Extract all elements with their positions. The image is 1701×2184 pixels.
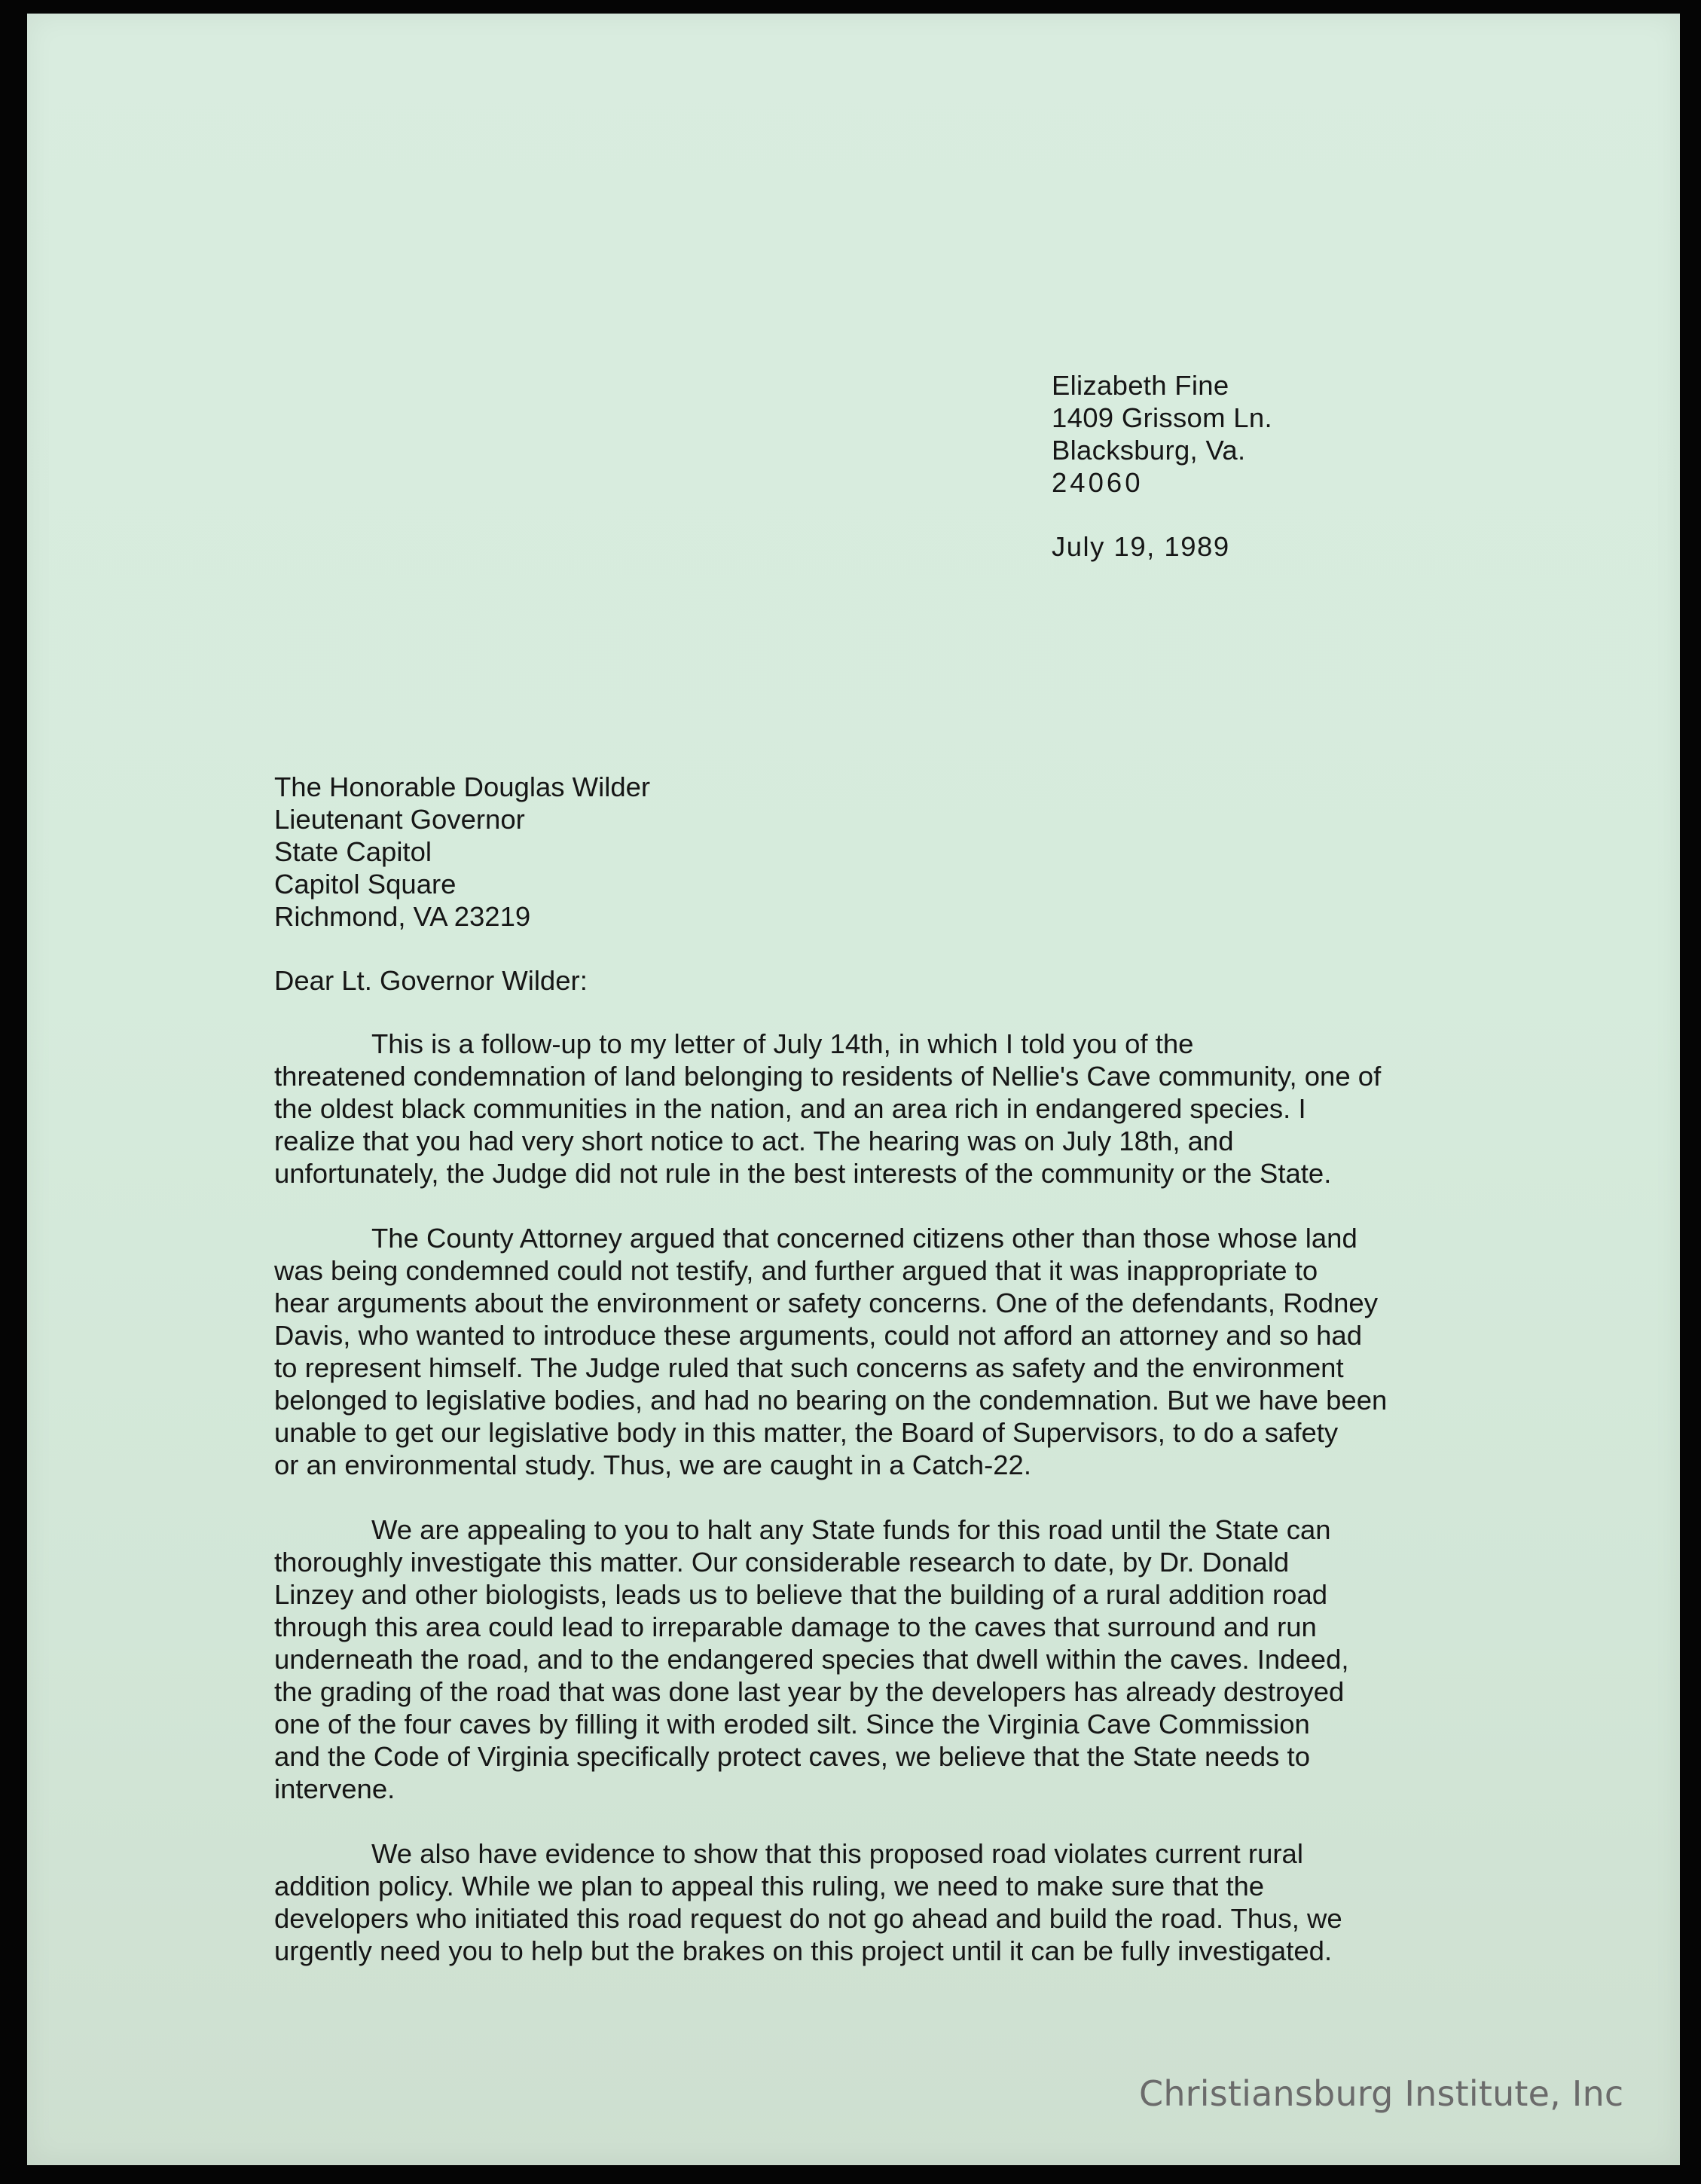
paragraph-line: This is a follow-up to my letter of July 14th, in which I told you of the [371, 1028, 1194, 1059]
watermark: Christiansburg Institute, Inc [1139, 2073, 1624, 2114]
paragraph-line: unfortunately, the Judge did not rule in the best interests of the community or the State. [274, 1158, 1332, 1189]
paragraph-line: was being condemned could not testify, and further argued that it was inappropriate to [274, 1255, 1318, 1286]
sender-address [1052, 369, 1272, 499]
paragraph-line: developers who initiated this road request do not go ahead and build the road. Thus, we [274, 1903, 1342, 1934]
paragraph-line: and the Code of Virginia specifically protect caves, we believe that the State needs to [274, 1741, 1310, 1772]
paragraph-line: belonged to legislative bodies, and had no bearing on the condemnation. But we have been [274, 1385, 1388, 1416]
paragraph-line: Linzey and other biologists, leads us to believe that the building of a rural addition road [274, 1579, 1328, 1610]
paragraph-line: unable to get our legislative body in this matter, the Board of Supervisors, to do a safety [274, 1417, 1339, 1448]
paragraph-1 [274, 1028, 1480, 1190]
paragraph-line: to represent himself. The Judge ruled that such concerns as safety and the environment [274, 1352, 1344, 1383]
recipient-address [274, 771, 650, 933]
paragraph-line: the oldest black communities in the nation, and an area rich in endangered species. I [274, 1093, 1306, 1124]
recipient-line-3: State Capitol [274, 836, 432, 867]
paragraph-line: We are appealing to you to halt any State funds for this road until the State can [371, 1514, 1331, 1545]
sender-zip: 24060 [1052, 467, 1144, 498]
salutation: Dear Lt. Governor Wilder: [274, 965, 588, 996]
paragraph-line: realize that you had very short notice to act. The hearing was on July 18th, and [274, 1126, 1234, 1156]
sender-city: Blacksburg, Va. [1052, 435, 1246, 466]
paragraph-3 [274, 1514, 1480, 1805]
sender-name: Elizabeth Fine [1052, 370, 1229, 401]
paragraph-line: the grading of the road that was done last year by the developers has already destroyed [274, 1676, 1345, 1707]
letter-body [274, 1028, 1480, 1999]
paragraph-line: addition policy. While we plan to appeal this ruling, we need to make sure that the [274, 1871, 1265, 1901]
paragraph-line: through this area could lead to irreparable damage to the caves that surround and run [274, 1611, 1317, 1642]
paragraph-2 [274, 1222, 1480, 1481]
paragraph-line: We also have evidence to show that this proposed road violates current rural [371, 1838, 1303, 1869]
paragraph-line: Davis, who wanted to introduce these arguments, could not afford an attorney and so had [274, 1320, 1363, 1351]
letter-date: July 19, 1989 [1052, 531, 1230, 562]
paragraph-line: intervene. [274, 1773, 395, 1804]
paragraph-line: hear arguments about the environment or safety concerns. One of the defendants, Rodney [274, 1287, 1378, 1318]
paragraph-line: threatened condemnation of land belonging to residents of Nellie's Cave community, one of [274, 1061, 1382, 1092]
paragraph-line: The County Attorney argued that concerned citizens other than those whose land [371, 1223, 1357, 1254]
paragraph-line: one of the four caves by filling it with eroded silt. Since the Virginia Cave Commission [274, 1709, 1310, 1740]
recipient-line-5: Richmond, VA 23219 [274, 901, 531, 932]
paragraph-line: urgently need you to help but the brakes on this project until it can be fully investigated. [274, 1935, 1333, 1966]
recipient-line-2: Lieutenant Governor [274, 804, 525, 835]
sender-street: 1409 Grissom Ln. [1052, 402, 1272, 433]
recipient-line-4: Capitol Square [274, 869, 457, 900]
paragraph-4 [274, 1837, 1480, 1967]
paragraph-line: underneath the road, and to the endangered species that dwell within the caves. Indeed, [274, 1644, 1349, 1675]
letter-page [27, 14, 1680, 2165]
recipient-line-1: The Honorable Douglas Wilder [274, 771, 651, 802]
paragraph-line: or an environmental study. Thus, we are caught in a Catch-22. [274, 1449, 1031, 1480]
paragraph-line: thoroughly investigate this matter. Our considerable research to date, by Dr. Donald [274, 1547, 1290, 1578]
